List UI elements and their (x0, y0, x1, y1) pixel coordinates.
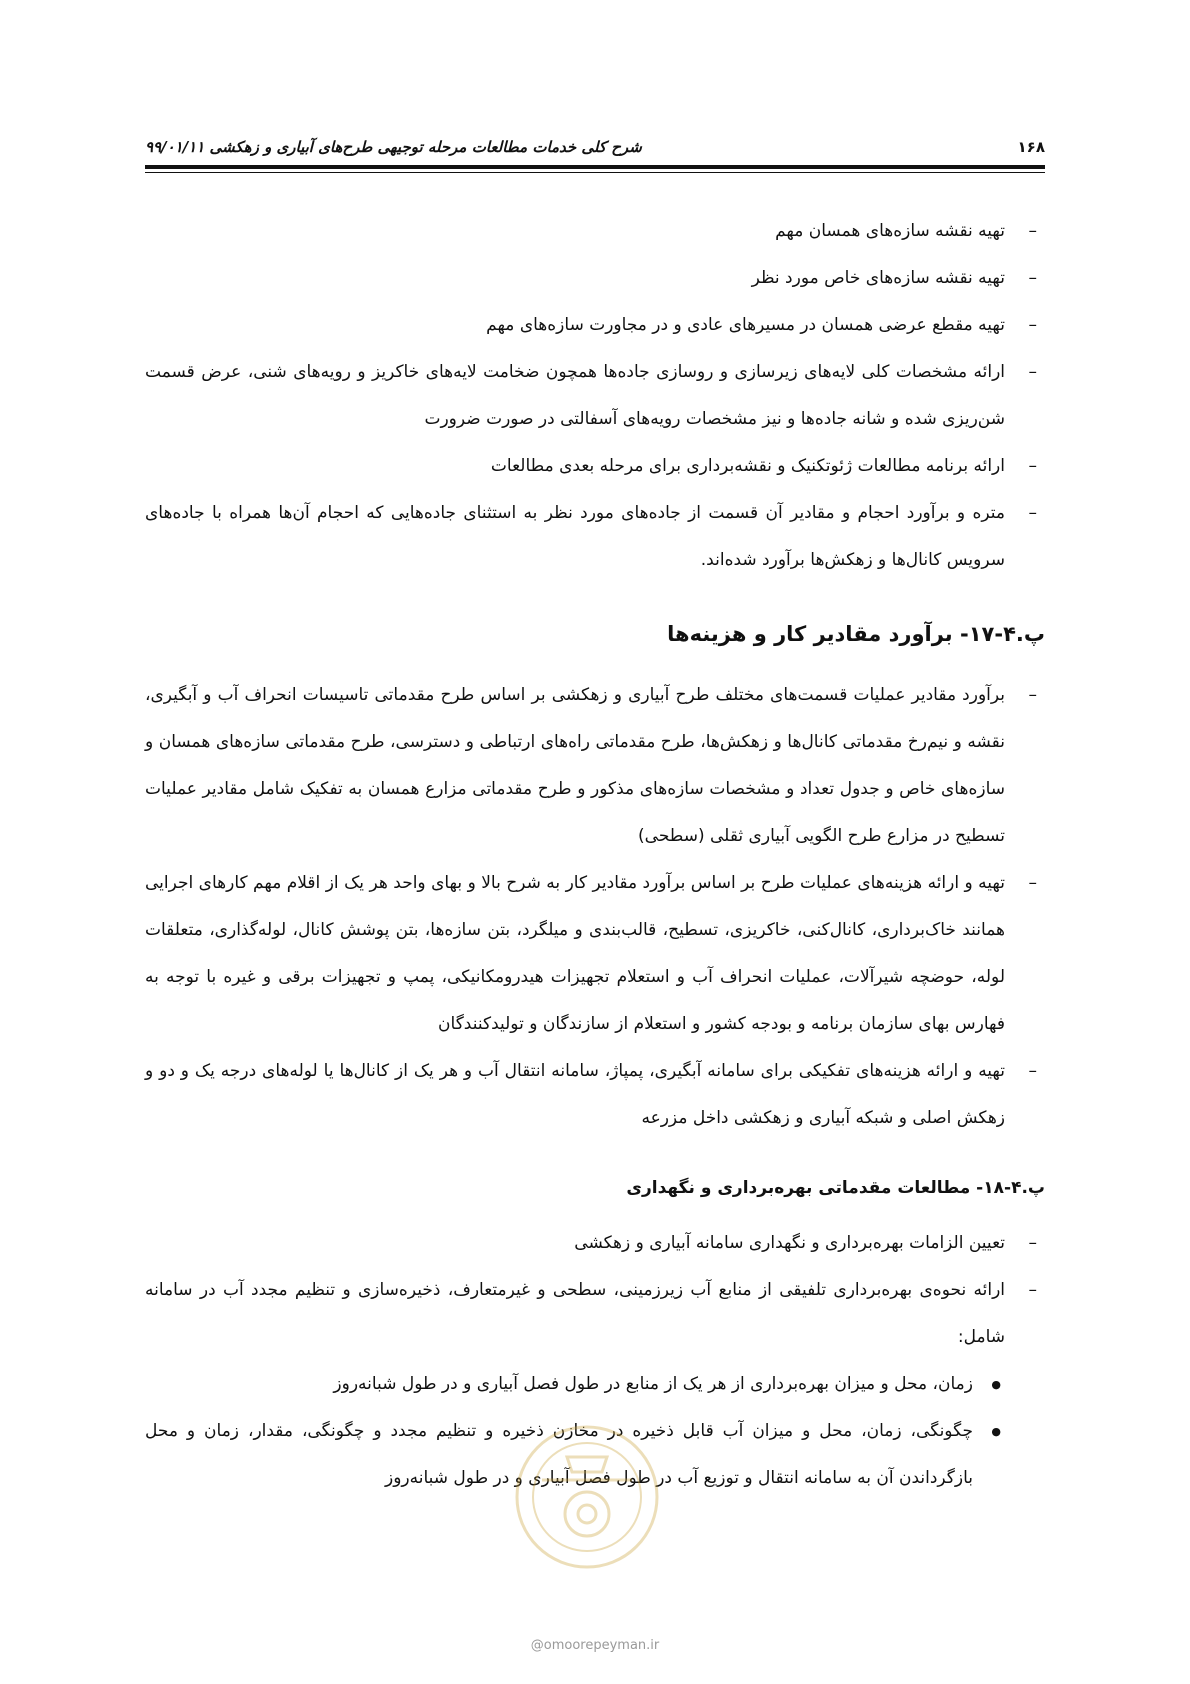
header-title: شرح کلی خدمات مطالعات مرحله توجیهی طرح‌های آبیاری و زهکشی ۹۹/۰۱/۱۱ (145, 138, 642, 156)
running-header (145, 130, 1045, 156)
section-17-heading: پ.۴-۱۷- برآورد مقادیر کار و هزینه‌ها (667, 622, 1045, 646)
bullet-item: ● چگونگی، زمان، محل و میزان آب قابل ذخیره در مخازن ذخیره و تنظیم مجدد و چگونگی، مقدار، زمان و محل بازگرداندن آن به سامانه انتقال و توزیع آب در طول فصل آبیاری و در طول شبانه‌روز (145, 1408, 1005, 1502)
list-item: – تهیه نقشه سازه‌های خاص مورد نظر (145, 255, 1045, 302)
header-rule-thin (145, 172, 1045, 173)
list-item: – تهیه و ارائه هزینه‌های عملیات طرح بر اساس برآورد مقادیر کار به شرح بالا و بهای واحد هر یک از اقلام مهم کارهای اجرایی همانند خاک‌برداری، کانال‌کنی، خاکریزی، تسطیح، قالب‌بندی و میلگرد، بتن سازه‌ها، بتن پوشش کانال، لوله‌گذاری، متعلقات لوله، حوضچه شیرآلات، عملیات انحراف آب و استعلام تجهیزات هیدرومکانیکی، پمپ و تجهیزات برقی و غیره با توجه به فهارس بهای سازمان برنامه و بودجه کشور و استعلام از سازندگان و تولیدکنندگان (145, 860, 1045, 1048)
section-18-list (145, 1220, 1045, 1361)
section-17-list (145, 672, 1045, 1142)
footer-website: @omoorepeyman.ir (530, 1638, 660, 1653)
section-18-heading: پ.۴-۱۸- مطالعات مقدماتی بهره‌برداری و نگهداری (626, 1178, 1045, 1198)
bullet-item: ● زمان، محل و میزان بهره‌برداری از هر یک از منابع در طول فصل آبیاری و در طول شبانه‌روز (145, 1361, 1005, 1408)
list-item: – تهیه مقطع عرضی همسان در مسیرهای عادی و در مجاورت سازه‌های مهم (145, 302, 1045, 349)
seal-watermark-icon (512, 1422, 662, 1572)
list-item: – ارائه برنامه مطالعات ژئوتکنیک و نقشه‌برداری برای مرحله بعدی مطالعات (145, 443, 1045, 490)
list-item: – برآورد مقادیر عملیات قسمت‌های مختلف طرح آبیاری و زهکشی بر اساس طرح مقدماتی تاسیسات انحراف آب و آبگیری، نقشه و نیم‌رخ مقدماتی کانال‌ها و زهکش‌ها، طرح مقدماتی راه‌های ارتباطی و دسترسی، طرح مقدماتی سازه‌های همسان و سازه‌های خاص و جدول تعداد و مشخصات سازه‌های مذکور و طرح مقدماتی مزارع همسان به تفکیک شامل مقادیر عملیات تسطیح در مزارع طرح الگویی آبیاری ثقلی (سطحی) (145, 672, 1045, 860)
list-item: – تعیین الزامات بهره‌برداری و نگهداری سامانه آبیاری و زهکشی (145, 1220, 1045, 1267)
page-content (145, 208, 1045, 1502)
list-item: – تهیه و ارائه هزینه‌های تفکیکی برای سامانه آبگیری، پمپاژ، سامانه انتقال آب و هر یک از کانال‌ها یا لوله‌های درجه یک و دو و زهکش اصلی و شبکه آبیاری و زهکشی داخل مزرعه (145, 1048, 1045, 1142)
list-item: – تهیه نقشه سازه‌های همسان مهم (145, 208, 1045, 255)
header-rule-thick (145, 165, 1045, 169)
list-item: – ارائه مشخصات کلی لایه‌های زیرسازی و روسازی جاده‌ها همچون ضخامت لایه‌های خاکریز و رویه‌های شنی، عرض قسمت شن‌ریزی شده و شانه جاده‌ها و نیز مشخصات رویه‌های آسفالتی در صورت ضرورت (145, 349, 1045, 443)
top-list (145, 208, 1045, 584)
page-number: ۱۶۸ (1017, 138, 1045, 156)
list-item: – ارائه نحوه‌ی بهره‌برداری تلفیقی از منابع آب زیرزمینی، سطحی و غیرمتعارف، ذخیره‌سازی و تنظیم مجدد آب در سامانه شامل: (145, 1267, 1045, 1361)
list-item: – متره و برآورد احجام و مقادیر آن قسمت از جاده‌های مورد نظر به استثنای جاده‌هایی که احجام آن‌ها همراه با جاده‌های سرویس کانال‌ها و زهکش‌ها برآورد شده‌اند. (145, 490, 1045, 584)
